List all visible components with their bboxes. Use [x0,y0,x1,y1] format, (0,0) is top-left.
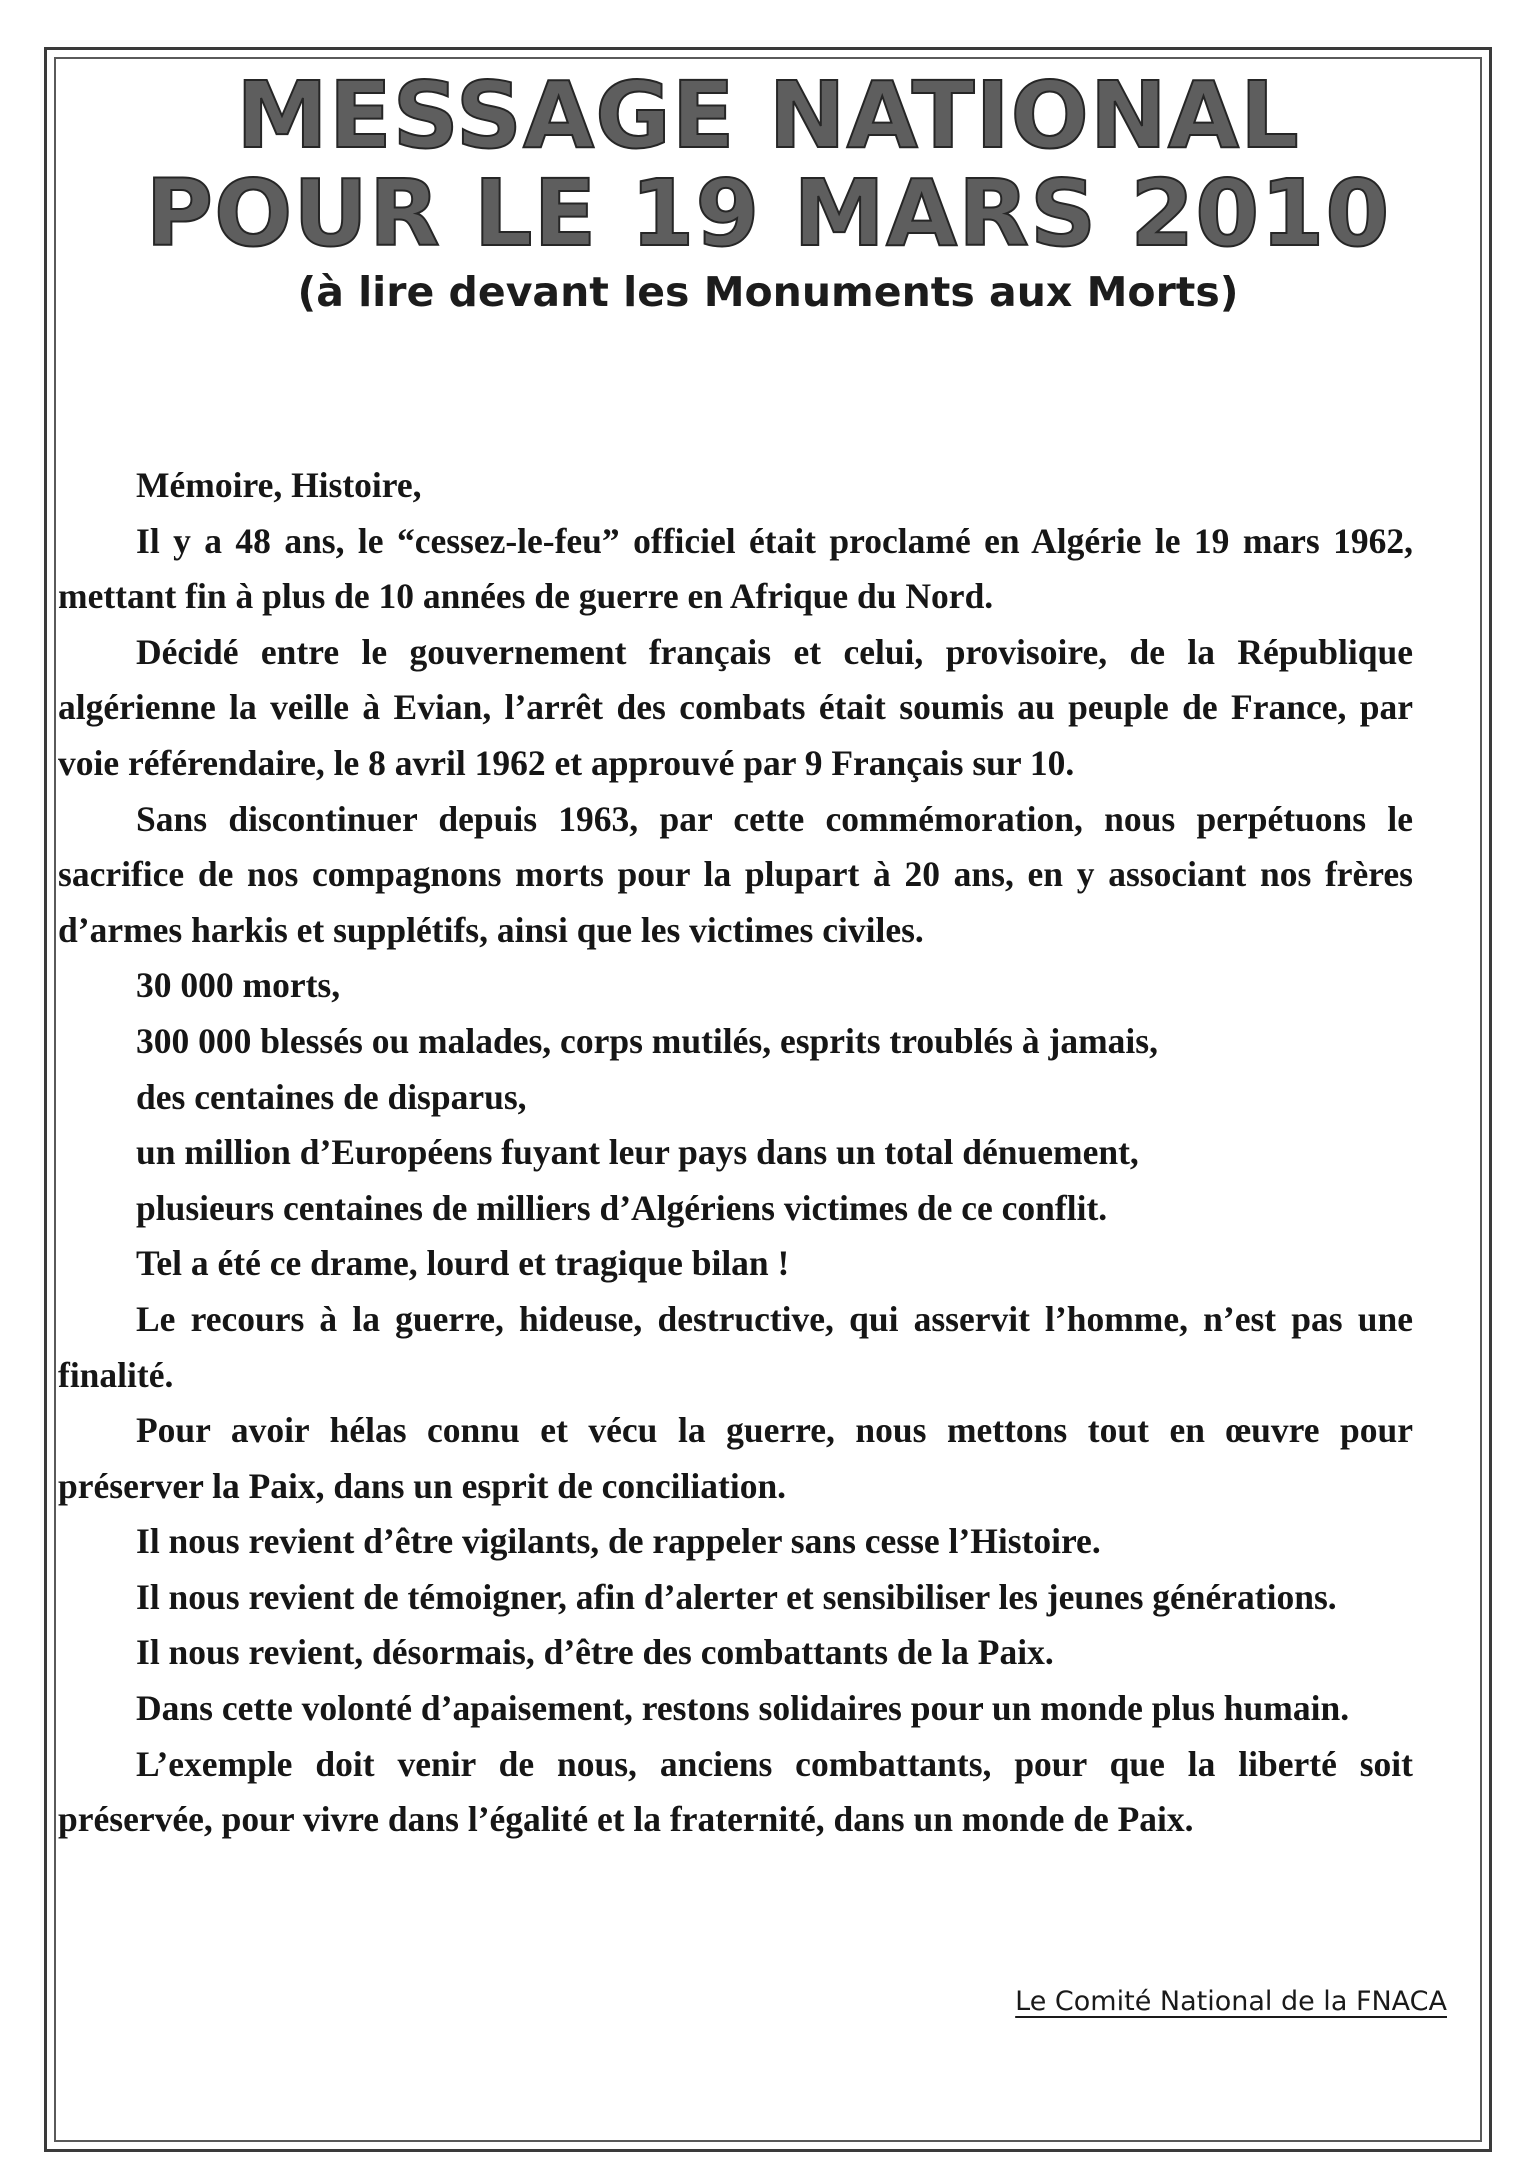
paragraph: Décidé entre le gouvernement français et celui, provisoire, de la République algérienne la veille à Evian, l’arrêt des combats était soumis au peuple de France, par voie référendaire, le 8 avril 1962 et approuvé par 9 Français sur 10. [58,631,1413,783]
paragraph: Il nous revient d’être vigilants, de rappeler sans cesse l’Histoire. [136,1521,1101,1562]
title-line-1: MESSAGE NATIONAL [236,62,1300,169]
paragraph: L’exemple doit venir de nous, anciens combattants, pour que la liberté soit préservée, pour vivre dans l’égalité et la fraternité, dans un monde de Paix. [58,1743,1413,1840]
casualty-line: des centaines de disparus, [136,1076,527,1117]
paragraph: Dans cette volonté d’apaisement, restons solidaires pour un monde plus humain. [136,1688,1350,1729]
title-line-2: POUR LE 19 MARS 2010 [145,160,1391,267]
signature: Le Comité National de la FNACA [1015,1986,1447,2017]
paragraph: Il nous revient, désormais, d’être des combattants de la Paix. [136,1632,1054,1673]
paragraph: Le recours à la guerre, hideuse, destructive, qui asservit l’homme, n’est pas une finalité. [58,1298,1413,1395]
message-body [58,458,1413,1848]
paragraph: Pour avoir hélas connu et vécu la guerre, nous mettons tout en œuvre pour préserver la Paix, dans un esprit de conciliation. [58,1410,1413,1506]
paragraph-salutation: Mémoire, Histoire, [136,465,422,505]
paragraph: Il nous revient de témoigner, afin d’alerter et sensibiliser les jeunes générations. [136,1576,1337,1617]
casualty-line: plusieurs centaines de milliers d’Algériens victimes de ce conflit. [136,1187,1108,1228]
casualty-line: 30 000 morts, [136,965,341,1006]
paragraph: Sans discontinuer depuis 1963, par cette commémoration, nous perpétuons le sacrifice de nos compagnons morts pour la plupart à 20 ans, en y associant nos frères d’armes harkis et supplétifs, ainsi que les victimes civiles. [58,798,1413,950]
paragraph: Tel a été ce drame, lourd et tragique bilan ! [136,1243,790,1284]
casualty-line: un million d’Européens fuyant leur pays dans un total dénuement, [136,1132,1139,1173]
casualty-line: 300 000 blessés ou malades, corps mutilés, esprits troublés à jamais, [136,1020,1158,1061]
subtitle: (à lire devant les Monuments aux Morts) [297,268,1239,316]
paragraph: Il y a 48 ans, le “cessez-le-feu” officiel était proclamé en Algérie le 19 mars 1962, mettant fin à plus de 10 années de guerre en Afrique du Nord. [58,520,1413,617]
